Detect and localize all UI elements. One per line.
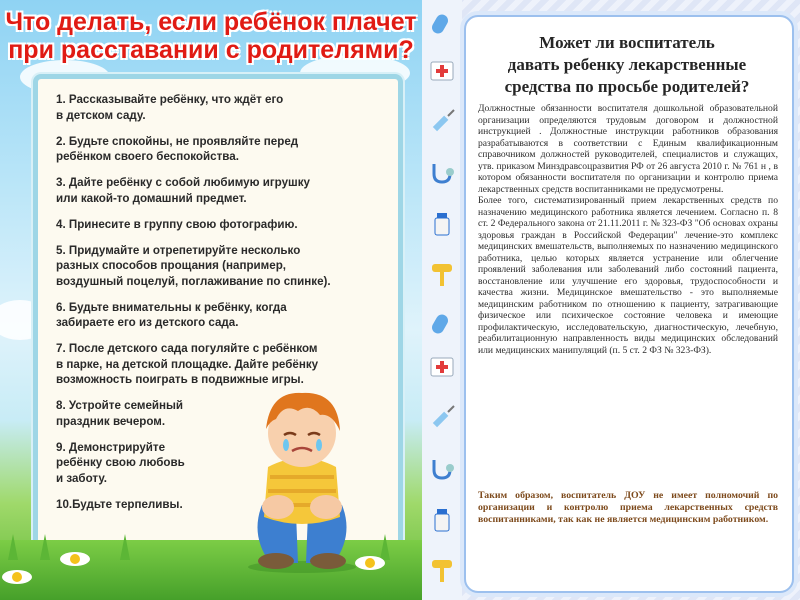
tip-item: 2. Будьте спокойны, не проявляйте перед ребёнком своего беспокойства. [56, 134, 299, 163]
pill-icon [428, 310, 456, 338]
tip-item: 5. Придумайте и отрепетируйте несколько разных способов прощания (например, воздушный поцелуй, поглаживание по спинке). [56, 243, 331, 288]
article-body [478, 103, 778, 356]
daisy-icon [60, 552, 90, 566]
tip-item: 4. Принесите в группу свою фотографию. [56, 217, 298, 231]
tip-item: 7. После детского сада погуляйте с ребёнком в парке, на детской площадке. Дайте ребёнку возможность поиграть в подвижные игры. [56, 342, 319, 386]
pill-icon [428, 10, 456, 38]
bottle-icon [428, 210, 456, 238]
bottle-icon [428, 506, 456, 534]
syringe-icon [428, 404, 456, 432]
tip-item: 10.Будьте терпеливы. [56, 497, 183, 511]
tip-item: 9. Демонстрируйте ребёнку свою любовь и заботу. [56, 440, 185, 485]
tip-item: 3. Дайте ребёнку с собой любимую игрушку или какой-то домашний предмет. [56, 176, 310, 205]
left-poster-title [0, 8, 422, 64]
reflex-hammer-icon [428, 260, 456, 288]
grass-blade [40, 534, 50, 560]
article-title [466, 32, 788, 98]
medicine-box-icon [428, 56, 456, 84]
grass-blade [120, 534, 130, 560]
crying-child-illustration [240, 385, 365, 575]
left-title-line2: при расставании с родителями? [8, 36, 414, 64]
article-paragraph: Должностные обязанности воспитателя дошкольной образовательной организации определяются трудовым договором и должностной инструкцией . Должностные инструкции работников образования разрабатываются в соответствии с Единым квалификационным справочником должностей руководителей, специалистов и служащих, утв. приказом Минздравсоцразвития РФ от 26 августа 2010 г. № 761 н , в котором обязанности воспитателя по организации и контролю приема лекарственных средств воспитанниками не предусмотрены. [478, 103, 778, 195]
article-paragraph: Более того, систематизированный прием лекарственных средств по назначению медицинского работника является лечением. Согласно п. 8 ст. 2 Федерального закона от 21.11.2011 г. № 323-ФЗ "Об основах охраны здоровья граждан в Российской Федерации" лечение-это комплекс медицинских вмешательств, выполняемых по назначению медицинского работника, целью которых является устранение или облегчение проявлений заболевания или заболеваний либо состояний пациента, восстановление или улучшение его здоровья, трудоспособности и качества жизни. Медицинское вмешательство - это выполняемые медицинским работником по отношению к пациенту, затрагивающие физическое или психическое состояние человека и имеющие профилактическую, исследовательскую, диагностическую, лечебную, реабилитационную направленность виды медицинских обследований или медицинских манипуляций (п. 5 ст. 2 ФЗ № 323-ФЗ). [478, 195, 778, 356]
tip-item: 6. Будьте внимательны к ребёнку, когда забираете его из детского сада. [56, 300, 287, 329]
medicine-box-icon [428, 352, 456, 380]
tip-item: 8. Устройте семейный праздник вечером. [56, 399, 184, 428]
reflex-hammer-icon [428, 556, 456, 584]
right-poster [422, 0, 800, 600]
left-title-line1: Что делать, если ребёнок плачет [5, 8, 417, 36]
article-conclusion: Таким образом, воспитатель ДОУ не имеет полномочий по организации и контролю приема лекарственных средств воспитанниками, так как не является медицинским работником. [478, 490, 778, 526]
grass-blade [8, 534, 18, 560]
article-title-line3: средства по просьбе родителей? [504, 77, 750, 96]
grass-blade [380, 534, 390, 560]
stethoscope-icon [428, 456, 456, 484]
article-title-line1: Может ли воспитатель [539, 33, 715, 52]
stethoscope-icon [428, 160, 456, 188]
daisy-icon [2, 570, 32, 584]
tip-item: 1. Рассказывайте ребёнку, что ждёт его в детском саду. [56, 93, 284, 122]
article-title-line2: давать ребенку лекарственные [507, 55, 747, 74]
syringe-icon [428, 108, 456, 136]
